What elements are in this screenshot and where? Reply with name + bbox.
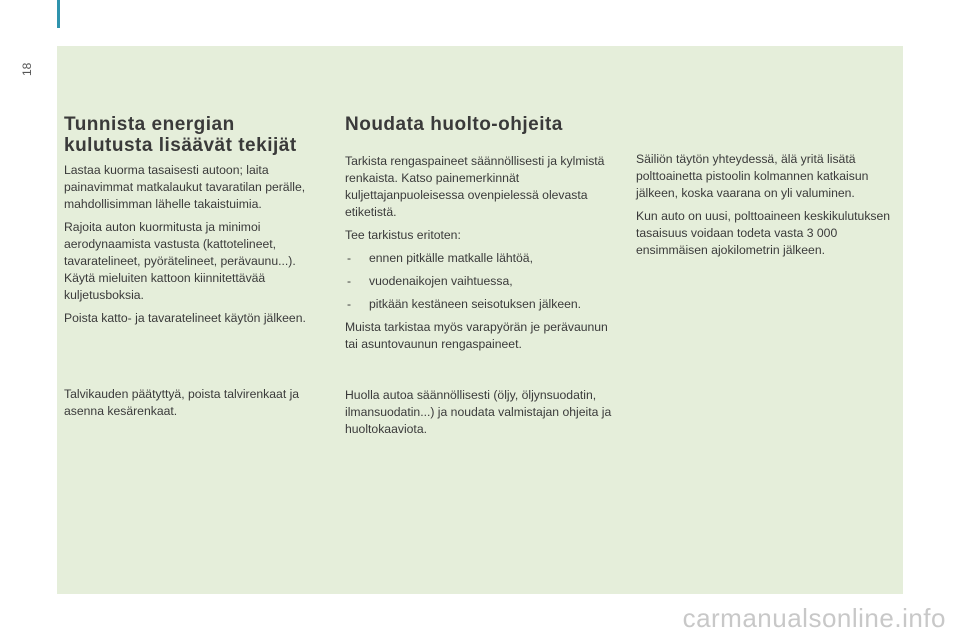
tyre-pressure-paragraph: Tarkista rengaspaineet säännöllisesti ja kylmistä renkaista. Katso painemerkinnät kuljettajanpuoleisessa ovenpielessä olevasta etiketistä. xyxy=(345,154,605,219)
column-energy-factors xyxy=(64,114,324,418)
paragraph: Poista katto- ja tavaratelineet käytön jälkeen. xyxy=(64,311,306,325)
column-maintenance xyxy=(345,114,620,436)
check-intro: Tee tarkistus eritoten: xyxy=(345,228,461,242)
column-fuel xyxy=(636,151,891,265)
new-car-consumption-paragraph: Kun auto on uusi, polttoaineen keskikulutuksen tasaisuus voidaan todeta vasta 3 000 ensimmäisen ajokilometrin jälkeen. xyxy=(636,209,891,257)
energy-factors-heading: Tunnista energian kulutusta lisäävät tekijät xyxy=(64,114,297,156)
page-number: 18 xyxy=(20,62,34,76)
list-item: - vuodenaikojen vaihtuessa, xyxy=(345,273,620,290)
list-item: - pitkään kestäneen seisotuksen jälkeen. xyxy=(345,296,620,313)
service-paragraph: Huolla autoa säännöllisesti (öljy, öljynsuodatin, ilmansuodatin...) ja noudata valmistajan ohjeita ja huoltokaaviota. xyxy=(345,388,612,436)
accent-bar xyxy=(57,0,60,28)
winter-tyres-paragraph: Talvikauden päätyttyä, poista talvirenkaat ja asenna kesärenkaat. xyxy=(64,387,300,418)
energy-factors-body xyxy=(64,162,324,327)
list-item: - ennen pitkälle matkalle lähtöä, xyxy=(345,250,620,267)
spare-wheel-paragraph: Muista tarkistaa myös varapyörän je perävaunun tai asuntovaunun rengaspaineet. xyxy=(345,320,608,351)
maintenance-heading: Noudata huolto-ohjeita xyxy=(345,114,563,135)
paragraph: Rajoita auton kuormitusta ja minimoi aerodynaamista vastusta (kattotelineet, tavaratelineet, pyörätelineet, perävaunu...). Käytä mieluiten kattoon kiinnitettävää kuljetusboksia. xyxy=(64,220,296,302)
watermark: carmanualsonline.info xyxy=(682,603,946,633)
paragraph: Lastaa kuorma tasaisesti autoon; laita painavimmat matkalaukut tavaratilan perälle, mahdollisimman lähelle takaistuimia. xyxy=(64,163,306,211)
refuel-paragraph: Säiliön täytön yhteydessä, älä yritä lisätä polttoainetta pistoolin kolmannen katkaisun jälkeen, koska vaarana on yli valuminen. xyxy=(636,152,869,200)
check-list xyxy=(345,250,620,313)
